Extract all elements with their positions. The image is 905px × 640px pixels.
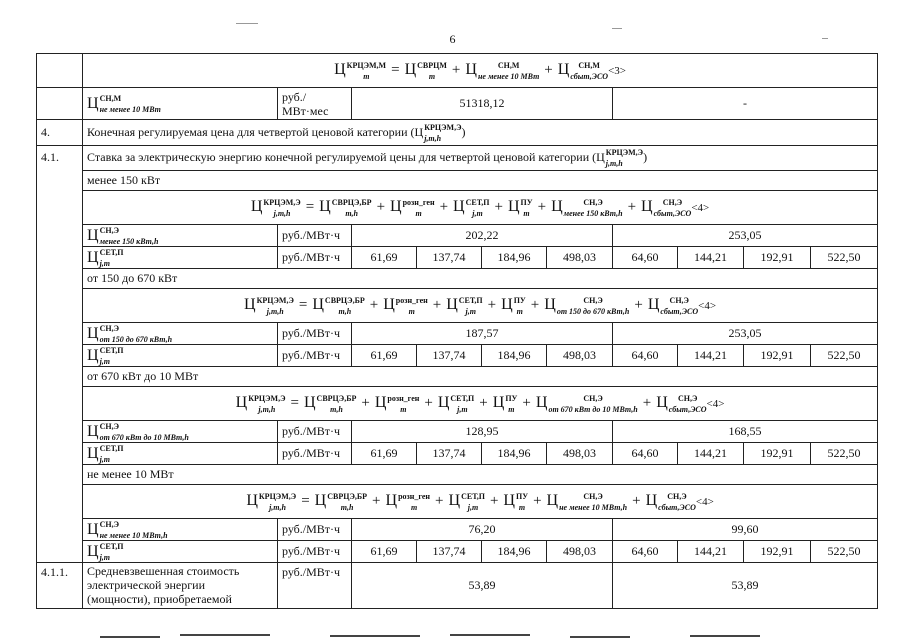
subscript: сбыт,ЭСО	[668, 404, 707, 414]
subscript: j,m	[472, 208, 483, 218]
formula-tag: <4>	[691, 201, 710, 214]
plus-sign: +	[533, 492, 542, 509]
unit-cell: руб./МВт·ч	[278, 563, 352, 609]
scan-mark	[450, 634, 530, 636]
superscript: КРЦЭМ,Э	[248, 393, 286, 403]
row-number: 4.1.1.	[37, 563, 83, 609]
plus-sign: +	[530, 296, 540, 313]
price-symbol: Ц	[87, 226, 99, 244]
value-cell: 51318,12	[352, 88, 613, 120]
price-symbol: Ц	[319, 197, 331, 215]
plus-sign: +	[632, 492, 641, 509]
scan-mark	[612, 28, 622, 29]
label-cell	[83, 247, 278, 269]
subscript: менее 150 кВт,h	[563, 208, 623, 218]
plus-sign: +	[361, 394, 370, 411]
superscript: СВРЦЭ,БР	[316, 393, 357, 403]
net-value-cell: 184,96	[482, 247, 547, 269]
superscript: СЕТ,П	[465, 197, 490, 207]
superscript: ПУ	[513, 295, 526, 305]
plus-sign: +	[642, 394, 652, 411]
net-value-cell: 144,21	[678, 345, 744, 367]
section-heading: не менее 10 МВт	[83, 465, 878, 485]
subscript: не менее 10 МВт,h	[559, 502, 628, 512]
subscript: m	[410, 502, 418, 512]
subscript: не менее 10 МВт	[477, 71, 540, 81]
subscript: менее 150 кВт,h	[99, 236, 159, 246]
unit-cell: руб./МВт·ч	[278, 247, 352, 269]
price-symbol: Ц	[641, 197, 653, 215]
superscript: розн_ген	[398, 491, 431, 501]
net-value-cell: 184,96	[482, 443, 547, 465]
price-symbol: Ц	[87, 422, 99, 440]
superscript: СЕТ,П	[99, 345, 124, 355]
net-value-cell: 61,69	[352, 541, 417, 563]
label-cell	[83, 421, 278, 443]
plus-sign: +	[451, 61, 461, 78]
superscript: СЕТ,П	[458, 295, 483, 305]
price-symbol: Ц	[414, 124, 424, 139]
unit-cell: руб./МВт·ч	[278, 323, 352, 345]
superscript: СН,Э	[99, 519, 119, 529]
unit-cell: руб./МВт·ч	[278, 225, 352, 247]
price-symbol: Ц	[544, 295, 556, 313]
subscript: j,m	[467, 502, 479, 512]
net-value-cell: 498,03	[547, 443, 613, 465]
price-symbol: Ц	[87, 444, 99, 462]
value-cell: 76,20	[352, 519, 613, 541]
subscript: m	[523, 208, 530, 218]
subscript: m,h	[338, 306, 352, 316]
subscript: j,m	[457, 404, 468, 414]
row-title: Средневзвешенная стоимость электрической энергии (мощности), приобретаемой	[83, 563, 278, 609]
value-cell: 187,57	[352, 323, 613, 345]
plus-sign: +	[489, 492, 499, 509]
price-symbol: Ц	[390, 197, 402, 215]
row-number: 4.	[37, 120, 83, 146]
plus-sign: +	[439, 198, 449, 215]
superscript: ПУ	[520, 197, 533, 207]
subscript: j,m,h	[258, 404, 276, 414]
plus-sign: +	[537, 198, 547, 215]
subscript: m	[415, 208, 422, 218]
net-value-cell: 192,91	[744, 541, 811, 563]
unit-cell: руб./МВт·ч	[278, 443, 352, 465]
price-symbol: Ц	[246, 491, 258, 509]
subscript: от 670 кВт до 10 МВт,h	[99, 432, 189, 442]
price-symbol: Ц	[546, 491, 559, 509]
superscript: СН,Э	[669, 295, 689, 305]
net-value-cell: 192,91	[744, 247, 811, 269]
formula-tag: <4>	[706, 397, 725, 410]
superscript: СВРЦЭ,БР	[327, 491, 368, 501]
net-value-cell: 137,74	[417, 247, 482, 269]
subscript: сбыт,ЭСО	[653, 208, 692, 218]
unit-cell: руб./МВт·ч	[278, 421, 352, 443]
unit-cell: руб./МВт·ч	[278, 519, 352, 541]
subscript: j,m	[99, 258, 111, 268]
superscript: СН,М	[497, 60, 520, 70]
equals-sign: =	[301, 492, 310, 509]
superscript: ПУ	[505, 393, 518, 403]
subscript: j,m	[99, 356, 111, 366]
net-value-cell: 498,03	[547, 247, 613, 269]
price-symbol: Ц	[501, 295, 513, 313]
subscript: j,m,h	[605, 159, 623, 168]
scan-mark	[100, 636, 160, 638]
price-symbol: Ц	[656, 393, 668, 411]
price-symbol: Ц	[334, 60, 346, 78]
scan-mark	[822, 38, 828, 39]
superscript: СН,М	[99, 93, 122, 103]
price-symbol: Ц	[385, 491, 398, 509]
price-symbol: Ц	[503, 491, 515, 509]
subscript: от 150 до 670 кВт,h	[556, 306, 630, 316]
unit-cell: руб./МВт·ч	[278, 345, 352, 367]
value-cell: 253,05	[613, 323, 878, 345]
formula-row	[83, 191, 878, 225]
superscript: СН,Э	[99, 421, 119, 431]
net-value-cell: 64,60	[613, 443, 678, 465]
superscript: СЕТ,П	[99, 541, 124, 551]
value-cell: 168,55	[613, 421, 878, 443]
superscript: СЕТ,П	[99, 247, 124, 257]
net-value-cell: 184,96	[482, 345, 547, 367]
subscript: m	[516, 306, 523, 316]
formula-tag: <4>	[698, 299, 717, 312]
superscript: СН,Э	[99, 323, 119, 333]
superscript: СЕТ,П	[461, 491, 485, 501]
label-cell	[83, 541, 278, 563]
net-value-cell: 498,03	[547, 541, 613, 563]
price-symbol: Ц	[250, 197, 263, 215]
price-symbol: Ц	[87, 346, 99, 364]
plus-sign: +	[634, 296, 643, 313]
plus-sign: +	[479, 394, 488, 411]
price-symbol: Ц	[303, 393, 316, 411]
superscript: КРЦЭМ,Э	[256, 295, 294, 305]
price-symbol: Ц	[596, 149, 605, 164]
subscript: от 150 до 670 кВт,h	[99, 334, 173, 344]
net-value-cell: 192,91	[744, 443, 811, 465]
unit-cell: руб./ МВт·мес	[278, 88, 352, 120]
net-value-cell: 184,96	[482, 541, 547, 563]
subscript: j,m	[99, 552, 111, 562]
net-value-cell: 64,60	[613, 541, 678, 563]
superscript: КРЦЭМ,Э	[605, 148, 644, 157]
subscript: j,m,h	[424, 133, 442, 143]
superscript: СЕТ,П	[450, 393, 475, 403]
price-symbol: Ц	[551, 197, 563, 215]
subscript: m,h	[345, 208, 358, 218]
net-value-cell: 192,91	[744, 345, 811, 367]
subscript: m,h	[340, 502, 354, 512]
subscript: сбыт,ЭСО	[570, 71, 609, 81]
subscript: не менее 10 МВт	[99, 104, 161, 114]
price-symbol: Ц	[87, 94, 99, 112]
plus-sign: +	[435, 492, 444, 509]
price-symbol: Ц	[383, 295, 395, 313]
price-symbol: Ц	[453, 197, 465, 215]
subscript: m	[363, 71, 370, 81]
subscript: сбыт,ЭСО	[658, 502, 696, 512]
section-heading: от 150 до 670 кВт	[83, 269, 878, 289]
net-value-cell: 61,69	[352, 345, 417, 367]
subscript: m	[428, 71, 436, 81]
net-value-cell: 522,50	[811, 443, 878, 465]
superscript: ПУ	[515, 491, 529, 501]
equals-sign: =	[298, 296, 308, 313]
price-symbol: Ц	[437, 393, 450, 411]
value-cell: 253,05	[613, 225, 878, 247]
label-cell	[83, 88, 278, 120]
price-symbol: Ц	[374, 393, 387, 411]
label-cell	[83, 519, 278, 541]
subscript: j,m	[99, 454, 111, 464]
net-value-cell: 61,69	[352, 247, 417, 269]
price-symbol: Ц	[492, 393, 505, 411]
price-symbol: Ц	[312, 295, 324, 313]
net-value-cell: 498,03	[547, 345, 613, 367]
superscript: СВРЦЭ,БР	[331, 197, 372, 207]
price-symbol: Ц	[446, 295, 458, 313]
label-cell	[83, 345, 278, 367]
net-value-cell: 137,74	[417, 541, 482, 563]
value-cell: 128,95	[352, 421, 613, 443]
scan-mark	[570, 636, 630, 638]
price-symbol: Ц	[87, 324, 99, 342]
equals-sign: =	[391, 61, 400, 78]
superscript: СВРЦМ	[417, 60, 447, 70]
scan-mark	[330, 635, 420, 637]
subscript: j,m,h	[266, 306, 284, 316]
subscript: m	[508, 404, 515, 414]
price-symbol: Ц	[87, 520, 99, 538]
formula-tag: <3>	[608, 64, 626, 77]
value-cell: 53,89	[352, 563, 613, 609]
superscript: СН,Э	[677, 393, 698, 403]
plus-sign: +	[494, 198, 503, 215]
superscript: СН,М	[578, 60, 600, 70]
plus-sign: +	[376, 198, 386, 215]
price-symbol: Ц	[557, 60, 570, 78]
subscript: m	[408, 306, 415, 316]
formula-tag: <4>	[695, 495, 714, 508]
price-symbol: Ц	[314, 491, 327, 509]
price-symbol: Ц	[87, 248, 99, 266]
subscript: m	[400, 404, 407, 414]
formula-row	[83, 485, 878, 519]
price-symbol: Ц	[244, 295, 256, 313]
superscript: СН,Э	[667, 491, 687, 501]
label-cell	[83, 225, 278, 247]
net-value-cell: 137,74	[417, 443, 482, 465]
price-symbol: Ц	[448, 491, 461, 509]
superscript: КРЦЭМ,М	[346, 60, 387, 70]
formula-row	[83, 387, 878, 421]
subscript: j,m	[465, 306, 476, 316]
scan-mark	[236, 23, 258, 24]
plus-sign: +	[424, 394, 433, 411]
section-heading: менее 150 кВт	[83, 171, 878, 191]
row-number: 4.1.	[37, 146, 83, 563]
unit-cell: руб./МВт·ч	[278, 541, 352, 563]
superscript: СН,Э	[662, 197, 683, 207]
superscript: СН,Э	[99, 225, 119, 235]
value-cell: 99,60	[613, 519, 878, 541]
price-symbol: Ц	[404, 60, 417, 78]
net-value-cell: 144,21	[678, 247, 744, 269]
subscript: не менее 10 МВт,h	[99, 530, 168, 540]
plus-sign: +	[487, 296, 497, 313]
superscript: СН,Э	[583, 295, 603, 305]
equals-sign: =	[290, 394, 299, 411]
formula-row	[83, 289, 878, 323]
plus-sign: +	[372, 492, 381, 509]
page-number: 6	[449, 32, 456, 46]
row-title: Ставка за электрическую энергию конечной регулируемой цены для четвертой ценовой категории (Ц КРЦЭМ,Э j,m,h )	[83, 146, 878, 171]
row-title: Конечная регулируемая цена для четвертой ценовой категории (Ц КРЦЭМ,Э j,m,h )	[83, 120, 878, 146]
subscript: m,h	[330, 404, 343, 414]
value-cell: 202,22	[352, 225, 613, 247]
net-value-cell: 522,50	[811, 345, 878, 367]
equals-sign: =	[305, 198, 315, 215]
price-symbol: Ц	[535, 393, 548, 411]
plus-sign: +	[544, 61, 553, 78]
price-symbol: Ц	[507, 197, 520, 215]
plus-sign: +	[627, 198, 637, 215]
section-heading: от 670 кВт до 10 МВт	[83, 367, 878, 387]
price-symbol: Ц	[647, 295, 660, 313]
scan-mark	[180, 634, 270, 636]
superscript: СВРЦЭ,БР	[324, 295, 365, 305]
value-cell: 53,89	[613, 563, 878, 609]
label-cell	[83, 443, 278, 465]
subscript: сбыт,ЭСО	[660, 306, 699, 316]
price-symbol: Ц	[465, 60, 477, 78]
subscript: j,m,h	[273, 208, 291, 218]
price-symbol: Ц	[235, 393, 248, 411]
plus-sign: +	[369, 296, 379, 313]
net-value-cell: 137,74	[417, 345, 482, 367]
tariff-table	[36, 53, 878, 609]
net-value-cell: 64,60	[613, 247, 678, 269]
plus-sign: +	[522, 394, 531, 411]
price-symbol: Ц	[87, 542, 99, 560]
superscript: КРЦЭМ,Э	[424, 122, 462, 132]
net-value-cell: 61,69	[352, 443, 417, 465]
superscript: розн_ген	[395, 295, 428, 305]
net-value-cell: 144,21	[678, 541, 744, 563]
subscript: j,m,h	[269, 502, 286, 512]
formula-row	[83, 54, 878, 88]
superscript: СН,Э	[583, 197, 603, 207]
label-cell	[83, 323, 278, 345]
scan-mark	[690, 635, 760, 637]
superscript: розн_ген	[387, 393, 420, 403]
net-value-cell: 144,21	[678, 443, 744, 465]
superscript: КРЦЭМ,Э	[263, 197, 301, 207]
superscript: СЕТ,П	[99, 443, 124, 453]
superscript: СН,Э	[583, 491, 603, 501]
net-value-cell: 522,50	[811, 247, 878, 269]
superscript: СН,Э	[583, 393, 603, 403]
price-symbol: Ц	[645, 491, 658, 509]
plus-sign: +	[432, 296, 442, 313]
dash-cell: -	[613, 88, 878, 120]
net-value-cell: 522,50	[811, 541, 878, 563]
subscript: m	[518, 502, 526, 512]
superscript: КРЦЭМ,Э	[258, 491, 297, 501]
net-value-cell: 64,60	[613, 345, 678, 367]
superscript: розн_ген	[402, 197, 435, 207]
subscript: от 670 кВт до 10 МВт,h	[548, 404, 638, 414]
